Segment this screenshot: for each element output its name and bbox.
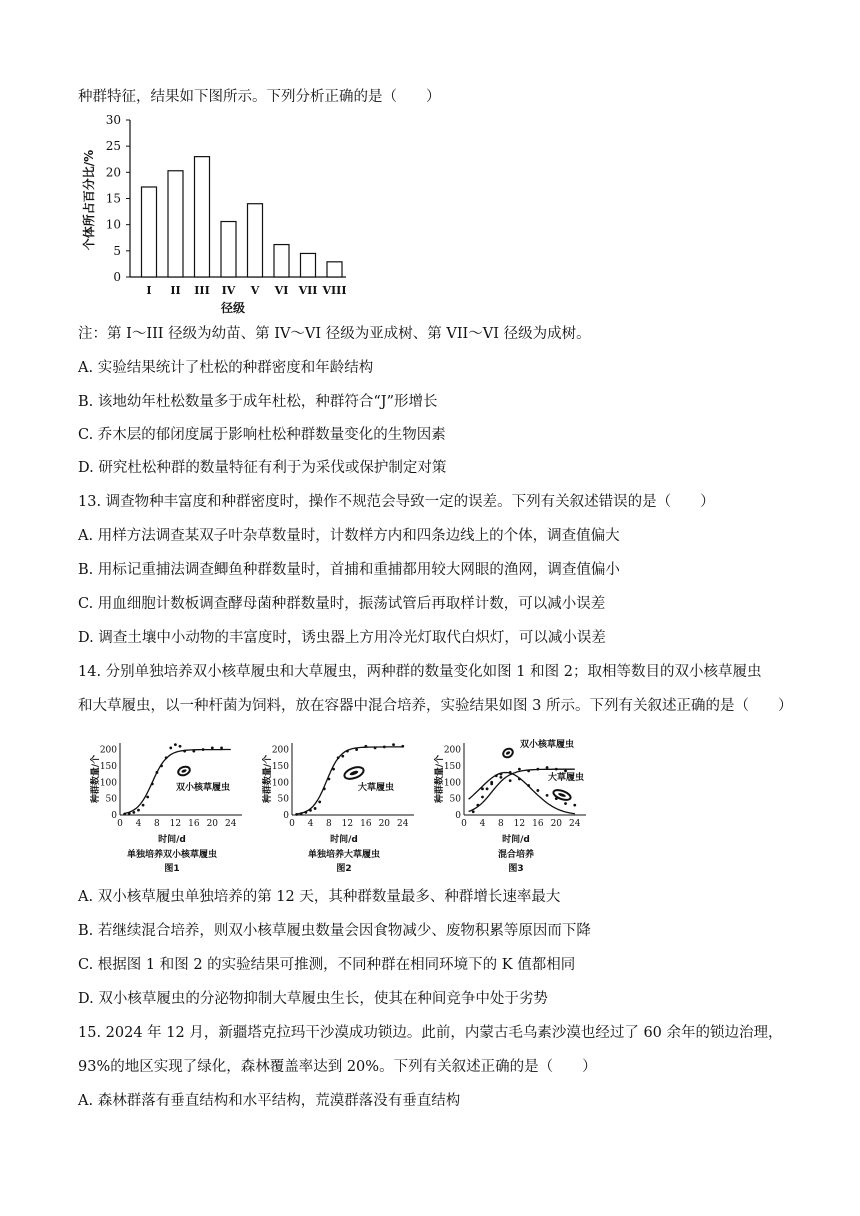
data-point	[346, 750, 349, 753]
panel-x-tick-label: 16	[360, 819, 372, 829]
q15-option-a: A. 森林群落有垂直结构和水平结构，荒漠群落没有垂直结构	[78, 1093, 461, 1109]
bar-VII	[301, 253, 316, 277]
data-point	[142, 804, 145, 807]
panel-x-tick-label: 24	[397, 819, 409, 829]
panel-x-tick-label: 8	[498, 819, 504, 829]
panel-x-tick-label: 16	[532, 819, 544, 829]
bar-II	[168, 171, 183, 277]
x-tick-label: IV	[221, 284, 236, 297]
panel-x-tick-label: 8	[154, 819, 160, 829]
data-point	[392, 743, 395, 746]
data-point	[123, 813, 126, 816]
panel-y-tick-label: 0	[283, 811, 289, 821]
competitor-a-point	[476, 804, 479, 807]
q14-option-c: C. 根据图 1 和图 2 的实验结果可推测，不同种群在相同环境下的 K 值都相同	[78, 957, 576, 973]
data-point	[132, 811, 135, 814]
panel-fig1	[89, 743, 242, 874]
data-point	[151, 783, 154, 786]
diameter-class-bar-chart	[76, 112, 356, 320]
bar-III	[195, 157, 210, 277]
competitor-b-point	[527, 784, 530, 787]
panel-ylabel: 种群数量/个	[263, 754, 273, 804]
data-point	[300, 812, 303, 815]
panel-xlabel: 时间/d	[330, 835, 358, 845]
data-point	[137, 809, 140, 812]
panel-y-tick-label: 150	[99, 761, 117, 772]
bar-VI	[274, 245, 289, 277]
panel-y-tick-label: 0	[455, 811, 461, 821]
x-tick-label: II	[170, 284, 181, 297]
panel-xlabel: 时间/d	[158, 835, 186, 845]
panel-x-tick-label: 4	[135, 819, 142, 829]
competitor-a-point	[495, 774, 498, 777]
x-tick-label: V	[250, 284, 260, 297]
data-point	[304, 811, 307, 814]
organism-icon-inner	[349, 770, 359, 776]
data-point	[146, 796, 149, 799]
data-point	[156, 771, 159, 774]
competitor-b-point	[536, 789, 539, 792]
competitor-a-point	[481, 796, 484, 799]
population-figures	[88, 733, 608, 883]
panel-x-tick-label: 12	[341, 819, 354, 829]
question-intro: 种群特征，结果如下图所示。下列分析正确的是（ ）	[78, 89, 441, 105]
competitor-b-point	[564, 802, 567, 805]
panel-y-tick-label: 100	[99, 778, 117, 789]
data-point	[160, 765, 163, 768]
panel-y-tick-label: 100	[271, 778, 289, 789]
chart-xlabel: 径级	[220, 301, 246, 315]
species-label-b: 大草履虫	[548, 773, 585, 783]
x-tick-label: VI	[274, 284, 289, 297]
q13-stem: 13. 调查物种丰富度和种群密度时，操作不规范会导致一定的误差。下列有关叙述错误的是（ ）	[78, 494, 715, 510]
panel-xlabel: 时间/d	[502, 835, 530, 845]
chart-note: 注：第 I～III 径级为幼苗、第 IV～VI 径级为亚成树、第 VII～VI 径级为成树。	[78, 326, 591, 342]
data-point	[202, 748, 205, 751]
y-tick-label: 30	[105, 113, 121, 127]
panel-y-tick-label: 150	[271, 761, 289, 772]
data-point	[169, 747, 172, 750]
panel-x-tick-label: 20	[550, 819, 563, 829]
y-tick-label: 5	[113, 243, 121, 258]
data-point	[332, 768, 335, 771]
panel-caption: 混合培养	[497, 850, 535, 860]
data-point	[341, 755, 344, 758]
data-point	[383, 746, 386, 749]
data-point	[364, 745, 367, 748]
data-point	[374, 747, 377, 750]
competitor-b-point	[509, 779, 512, 782]
growth-curve	[297, 747, 403, 814]
q13-option-b: B. 用标记重捕法调查鲫鱼种群数量时，首捕和重捕都用较大网眼的渔网，调查值偏小	[78, 562, 620, 578]
data-point	[192, 750, 195, 753]
data-point	[318, 801, 321, 804]
x-tick-label: III	[194, 284, 210, 297]
bar-V	[248, 204, 263, 277]
panel-x-tick-label: 16	[188, 819, 200, 829]
competitor-b-point	[518, 778, 521, 781]
panel-fig2	[261, 743, 414, 874]
y-tick-label: 25	[105, 139, 121, 154]
q15-stem-line1: 15. 2024 年 12 月，新疆塔克拉玛干沙漠成功锁边。此前，内蒙古毛乌素沙漠也经过了 60 余年的锁边治理，	[78, 1025, 783, 1041]
q14-option-d: D. 双小核草履虫的分泌物抑制大草履虫生长，使其在种间竞争中处于劣势	[78, 991, 548, 1007]
bar-IV	[221, 222, 236, 277]
data-point	[211, 747, 214, 750]
panel-x-tick-label: 0	[117, 819, 123, 829]
panel-number: 图2	[336, 864, 352, 874]
q14-stem-line1: 14. 分别单独培养双小核草履虫和大草履虫，两种群的数量变化如图 1 和图 2；取相等数目的双小核草履虫	[78, 664, 762, 680]
panel-y-tick-label: 0	[111, 811, 117, 821]
data-point	[401, 745, 404, 748]
data-point	[314, 807, 317, 810]
panel-ylabel: 种群数量/个	[435, 754, 445, 804]
q13-option-c: C. 用血细胞计数板调查酵母菌种群数量时，振荡试管后再取样计数，可以减小误差	[78, 596, 606, 612]
panel-y-tick-label: 50	[105, 794, 117, 805]
q13-option-a: A. 用样方法调查某双子叶杂草数量时，计数样方内和四条边线上的个体，调查值偏大	[78, 528, 620, 544]
q14-option-a: A. 双小核草履虫单独培养的第 12 天，其种群数量最多、种群增长速率最大	[78, 889, 561, 905]
competitor-a-point	[500, 776, 503, 779]
panel-y-tick-label: 50	[449, 794, 461, 805]
data-point	[328, 778, 331, 781]
panel-x-tick-label: 8	[326, 819, 332, 829]
organism-icon-inner	[505, 751, 510, 756]
competitor-a-point	[536, 768, 539, 771]
organism-icon-inner	[181, 769, 187, 773]
competitor-a-point	[527, 769, 530, 772]
data-point	[323, 787, 326, 790]
panel-x-tick-label: 12	[169, 819, 182, 829]
panel-y-tick-label: 200	[99, 745, 117, 756]
panel-number: 图3	[508, 864, 524, 874]
species-label-a: 双小核草履虫	[520, 740, 575, 750]
growth-curve	[125, 750, 231, 814]
bar-I	[142, 187, 157, 277]
chart-ylabel: 个体所占百分比/%	[82, 149, 96, 251]
competitor-b-point	[546, 794, 549, 797]
y-tick-label: 20	[105, 165, 121, 180]
competitor-a-point	[564, 769, 567, 772]
competitor-a-point	[555, 768, 558, 771]
competitor-b-point	[481, 787, 484, 790]
panel-x-tick-label: 24	[569, 819, 581, 829]
organism-icon-inner	[558, 792, 567, 797]
y-tick-label: 15	[105, 191, 121, 206]
x-tick-label: VIII	[322, 284, 347, 297]
q14-option-b: B. 若继续混合培养，则双小核草履虫数量会因食物减少、废物积累等原因而下降	[78, 923, 591, 939]
competitor-b-point	[500, 773, 503, 776]
y-tick-label: 0	[113, 270, 121, 284]
x-tick-label: VII	[298, 284, 318, 297]
q14-stem-line2: 和大草履虫，以一种杆菌为饲料，放在容器中混合培养，实验结果如图 3 所示。下列有关叙述正确的是（ ）	[78, 698, 793, 714]
y-tick-label: 10	[105, 217, 121, 232]
competitor-a-point	[509, 771, 512, 774]
panel-x-tick-label: 12	[513, 819, 526, 829]
bar-VIII	[327, 262, 342, 277]
q12-option-b: B. 该地幼年杜松数量多于成年杜松，种群符合“J”形增长	[78, 394, 438, 410]
data-point	[355, 748, 358, 751]
panel-x-tick-label: 4	[479, 819, 486, 829]
competitor-a-point	[486, 787, 489, 790]
panel-x-tick-label: 0	[461, 819, 467, 829]
q12-option-a: A. 实验结果统计了杜松的种群密度和年龄结构	[78, 360, 374, 376]
data-point	[183, 750, 186, 753]
panel-number: 图1	[164, 864, 180, 874]
q12-option-c: C. 乔木层的郁闭度属于影响杜松种群数量变化的生物因素	[78, 427, 446, 443]
q12-option-d: D. 研究杜松种群的数量特征有利于为采伐或保护制定对策	[78, 460, 447, 476]
panel-y-tick-label: 200	[443, 745, 461, 756]
q13-option-d: D. 调查土壤中小动物的丰富度时，诱虫器上方用冷光灯取代白炽灯，可以减小误差	[78, 630, 606, 646]
data-point	[309, 809, 312, 812]
panel-caption: 单独培养大草履虫	[307, 850, 381, 860]
panel-x-tick-label: 0	[289, 819, 295, 829]
x-tick-label: I	[146, 284, 152, 297]
panel-ylabel: 种群数量/个	[91, 754, 101, 804]
data-point	[128, 812, 131, 815]
panel-y-tick-label: 150	[443, 761, 461, 772]
panel-x-tick-label: 24	[225, 819, 237, 829]
panel-y-tick-label: 200	[271, 745, 289, 756]
competitor-a-point	[546, 766, 549, 769]
data-point	[174, 743, 177, 746]
species-label: 大草履虫	[358, 783, 395, 793]
panel-y-tick-label: 100	[443, 778, 461, 789]
data-point	[179, 745, 182, 748]
panel-x-tick-label: 4	[307, 819, 314, 829]
competitor-b-point	[490, 783, 493, 786]
panel-y-tick-label: 50	[277, 794, 289, 805]
competitor-a-point	[518, 768, 521, 771]
data-point	[337, 756, 340, 759]
panel-x-tick-label: 20	[378, 819, 391, 829]
panel-caption: 单独培养双小核草履虫	[126, 850, 218, 860]
species-label: 双小核草履虫	[176, 783, 231, 793]
panel-fig3	[433, 738, 586, 874]
data-point	[220, 747, 223, 750]
q15-stem-line2: 93%的地区实现了绿化，森林覆盖率达到 20%。下列有关叙述正确的是（ ）	[78, 1059, 597, 1075]
data-point	[165, 756, 168, 759]
competitor-a-point	[472, 810, 475, 813]
competitor-b-point	[573, 804, 576, 807]
data-point	[295, 813, 298, 816]
panel-x-tick-label: 20	[206, 819, 219, 829]
